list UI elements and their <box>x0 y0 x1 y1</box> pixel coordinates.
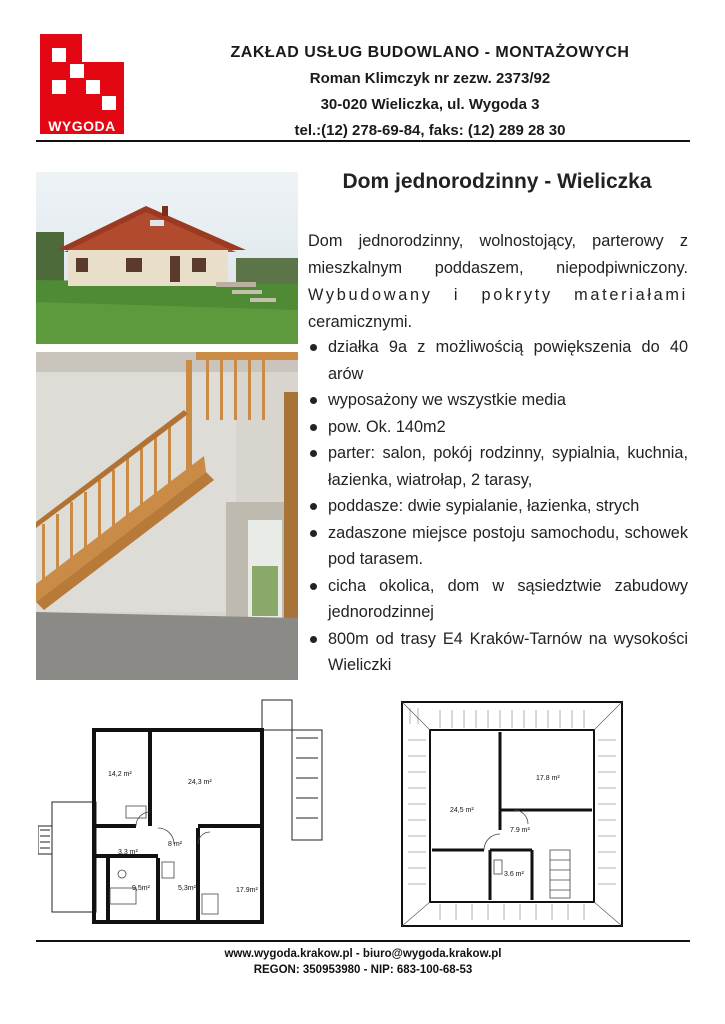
description-part-1: Dom jednorodzinny, wolnostojący, parterowy z mieszkalnym poddaszem, niepodpiwniczony. <box>308 232 688 277</box>
room-label-ground: 17.9m² <box>236 887 258 894</box>
room-label-ground: 14,2 m² <box>108 771 132 778</box>
ground-floor-plan <box>38 698 328 926</box>
feature-item: poddasze: dwie sypialanie, łazienka, strych <box>308 493 688 520</box>
company-header <box>150 40 710 144</box>
house-exterior-photo <box>36 172 298 344</box>
feature-item: zadaszone miejsce postoju samochodu, schowek pod tarasem. <box>308 520 688 573</box>
logo-text: WYGODA <box>48 118 116 134</box>
company-contact: tel.:(12) 278-69-84, faks: (12) 289 28 30 <box>294 122 566 139</box>
room-label-ground: 3,3 m² <box>118 849 138 856</box>
company-owner: Roman Klimczyk nr zezw. 2373/92 <box>309 70 551 87</box>
feature-list <box>308 334 688 679</box>
room-label-ground: 8 m² <box>168 841 182 848</box>
listing-description <box>308 228 688 336</box>
footer <box>36 946 690 978</box>
feature-item: wyposażony we wszystkie media <box>308 387 688 414</box>
feature-item: parter: salon, pokój rodzinny, sypialnia, kuchnia, łazienka, wiatrołap, 2 tarasy, <box>308 440 688 493</box>
room-label-attic: 3.6 m² <box>504 871 524 878</box>
description-part-2: Wybudowany i pokryty materiałami <box>308 286 688 304</box>
description-part-3: ceramicznymi. <box>308 313 413 331</box>
feature-item: działka 9a z możliwością powiększenia do 40 arów <box>308 334 688 387</box>
room-label-attic: 7.9 m² <box>510 827 530 834</box>
attic-floor-plan <box>400 700 624 928</box>
company-logo <box>40 34 124 134</box>
room-label-attic: 24,5 m² <box>450 807 474 814</box>
room-label-ground: 24,3 m² <box>188 779 212 786</box>
room-label-ground: 9,5m² <box>132 885 150 892</box>
interior-stairs-photo <box>36 352 298 680</box>
footer-regon-nip: REGON: 350953980 - NIP: 683-100-68-53 <box>253 964 473 976</box>
room-label-ground: 5,3m² <box>178 885 196 892</box>
header-divider <box>36 140 690 142</box>
company-name: ZAKŁAD USŁUG BUDOWLANO - MONTAŻOWYCH <box>230 44 630 61</box>
footer-divider <box>36 940 690 942</box>
listing-title: Dom jednorodzinny - Wieliczka <box>342 170 652 193</box>
feature-item: 800m od trasy E4 Kraków-Tarnów na wysokości Wieliczki <box>308 626 688 679</box>
room-label-attic: 17.8 m² <box>536 775 560 782</box>
feature-item: pow. Ok. 140m2 <box>308 414 688 441</box>
company-address: 30-020 Wieliczka, ul. Wygoda 3 <box>320 96 540 113</box>
feature-item: cicha okolica, dom w sąsiedztwie zabudowy jednorodzinnej <box>308 573 688 626</box>
footer-web-email: www.wygoda.krakow.pl - biuro@wygoda.krakow.pl <box>224 948 502 960</box>
